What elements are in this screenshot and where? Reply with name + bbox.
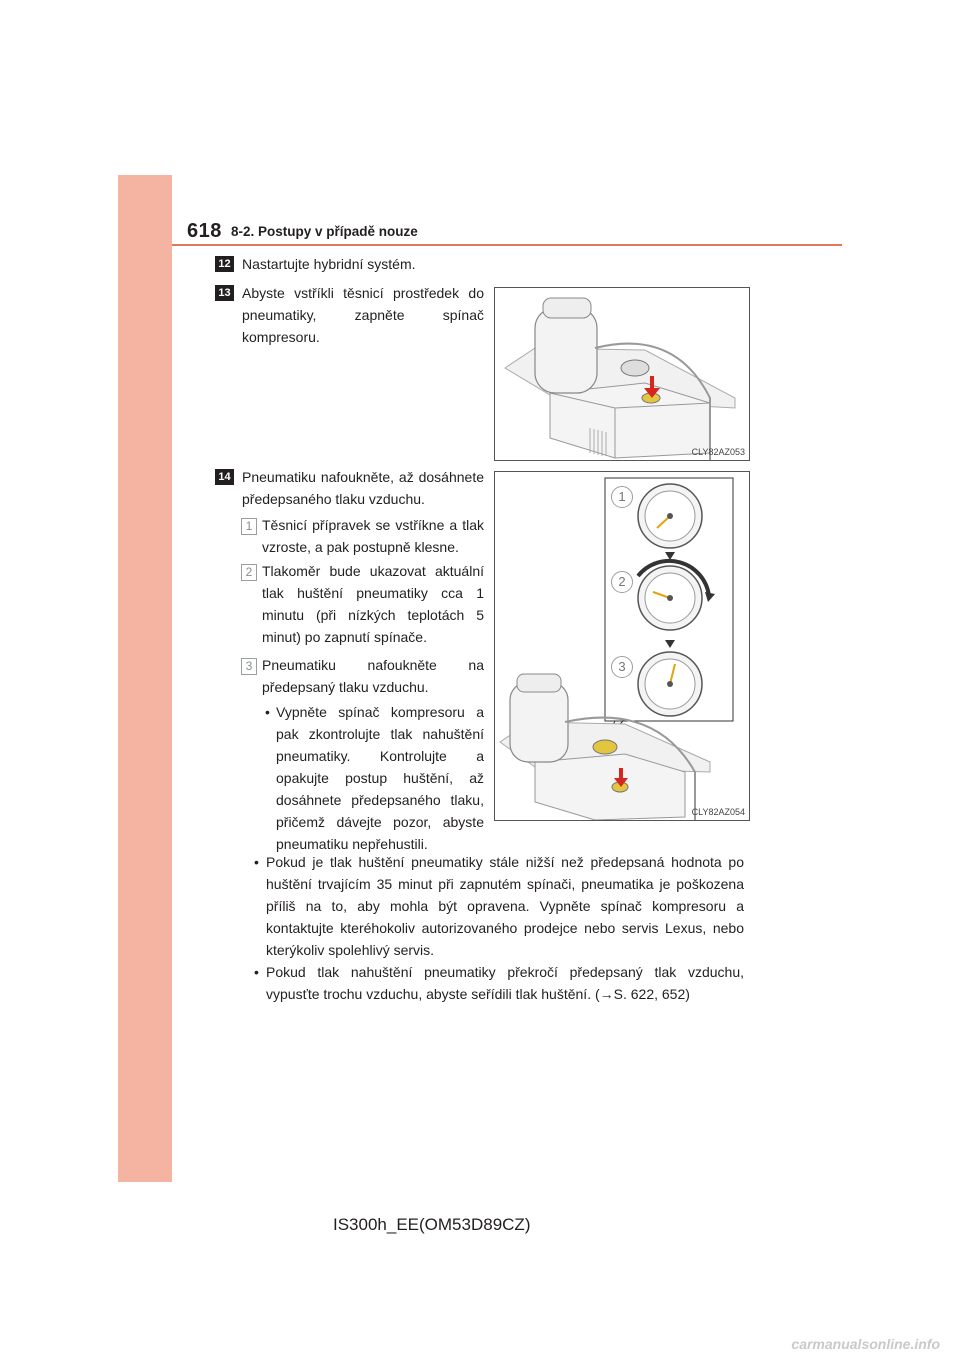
figure-gauge-readings xyxy=(494,471,750,821)
side-band xyxy=(118,175,172,1182)
gauge-3 xyxy=(638,652,702,716)
compressor-illustration xyxy=(495,288,749,460)
bullet-3-text: Pokud tlak nahuštění pneumatiky překročí předepsaný tlak vzduchu, vypusťte trochu vzduchu, abyste seřídili tlak huštění. (→S. 622, 652) xyxy=(266,964,744,1002)
bullet-dot: • xyxy=(254,854,259,870)
callout-2: 2 xyxy=(611,571,633,593)
step-12-text: Nastartujte hybridní systém. xyxy=(242,256,416,272)
bullet-2-text: Pokud je tlak huštění pneumatiky stále nižší než předepsaná hodnota po huštění trvajícím 35 minut při zapnutém spínači, pneumatika je poškozena příliš na to, aby mohla být opravena. Vypněte spínač kompresoru a kontaktujte kteréhokoliv autorizovaného prodejce nebo servis Lexus, nebo kterýkoliv spolehlivý servis. xyxy=(266,854,744,958)
substep-2-text: Tlakoměr bude ukazovat aktuální tlak huštění pneumatiky cca 1 minutu (při nízkých teplotách 5 minut) po zapnutí spínače. xyxy=(262,563,484,645)
gauge-illustration xyxy=(495,472,749,820)
gauge-1 xyxy=(638,484,702,548)
substep-badge-3: 3 xyxy=(241,658,257,675)
step-14-text: Pneumatiku nafoukněte, až dosáhnete předepsaného tlaku vzduchu. xyxy=(242,469,484,507)
step-13-text: Abyste vstříkli těsnicí prostředek do pneumatiky, zapněte spínač kompresoru. xyxy=(242,285,484,345)
bullet-1-text: Vypněte spínač kompresoru a pak zkontrolujte tlak nahuštění pneumatiky. Kontrolujte a opakujte postup huštění, až dosáhnete předepsaného tlaku, přičemž dávejte pozor, abyste pneumatiku nepřehustili. xyxy=(276,704,484,852)
substep-1-text: Těsnicí přípravek se vstříkne a tlak vzroste, a pak postupně klesne. xyxy=(262,517,484,555)
figure-2-label: CLY82AZ054 xyxy=(691,807,745,817)
step-badge-12: 12 xyxy=(215,256,234,272)
figure-compressor-switch xyxy=(494,287,750,461)
substep-3-text: Pneumatiku nafoukněte na předepsaný tlaku vzduchu. xyxy=(262,657,484,695)
callout-1: 1 xyxy=(611,486,633,508)
watermark: carmanualsonline.info xyxy=(791,1336,940,1352)
document-id: IS300h_EE(OM53D89CZ) xyxy=(333,1215,531,1234)
header-rule xyxy=(172,244,842,246)
substep-badge-2: 2 xyxy=(241,564,257,581)
callout-3: 3 xyxy=(611,656,633,678)
section-title: 8-2. Postupy v případě nouze xyxy=(231,224,418,239)
bullet-dot: • xyxy=(265,704,270,720)
step-badge-13: 13 xyxy=(215,285,234,301)
page-number: 618 xyxy=(187,220,222,242)
step-badge-14: 14 xyxy=(215,469,234,485)
bullet-dot: • xyxy=(254,964,259,980)
figure-1-label: CLY82AZ053 xyxy=(691,447,745,457)
substep-badge-1: 1 xyxy=(241,518,257,535)
